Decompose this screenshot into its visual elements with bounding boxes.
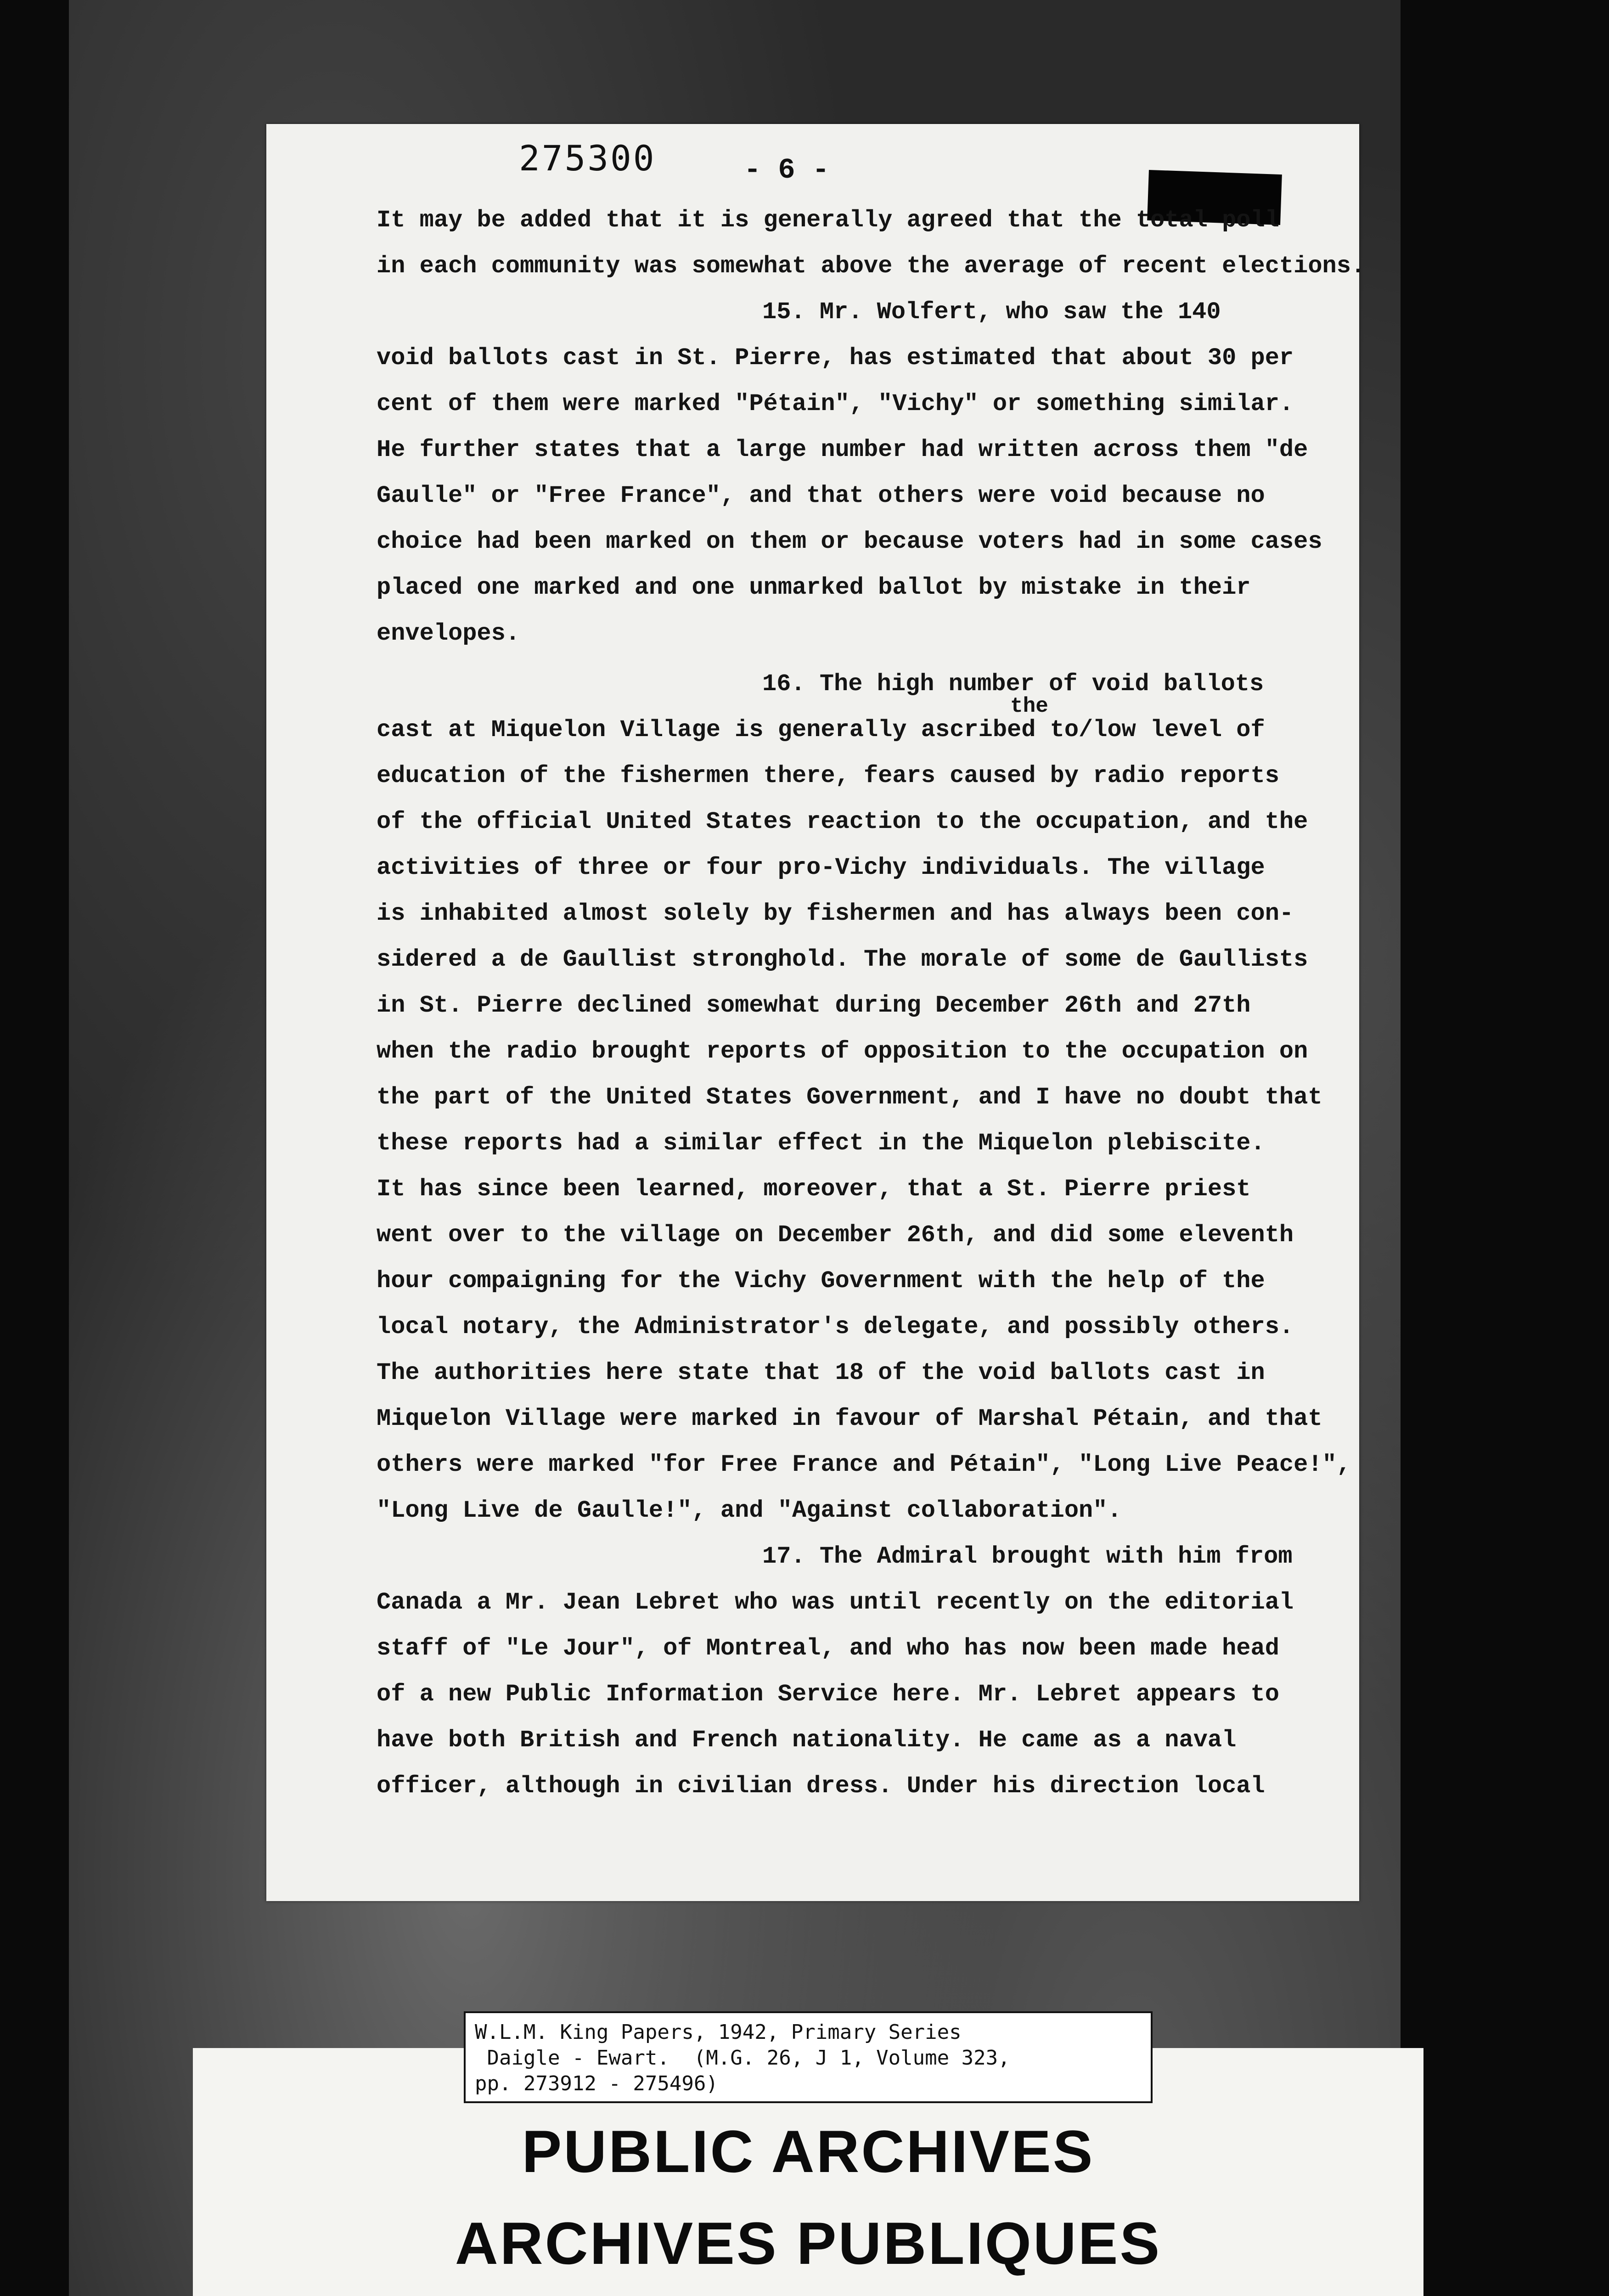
text-line: went over to the village on December 26th, and did some eleventh — [377, 1221, 1294, 1249]
text-line: cast at Miquelon Village is generally ascribed to/low level of — [377, 716, 1265, 743]
text-line: cent of them were marked "Pétain", "Vichy" or something similar. — [377, 390, 1294, 417]
document-body — [377, 197, 1366, 1809]
text-line: in St. Pierre declined somewhat during December 26th and 27th — [377, 992, 1251, 1019]
page-number: - 6 - — [744, 154, 830, 186]
text-line: "Long Live de Gaulle!", and "Against collaboration". — [377, 1497, 1122, 1524]
text-line: The authorities here state that 18 of the void ballots cast in — [377, 1359, 1265, 1386]
reference-line: Daigle - Ewart. (M.G. 26, J 1, Volume 323, — [475, 2046, 1010, 2070]
text-line: Canada a Mr. Jean Lebret who was until recently on the editorial — [377, 1589, 1294, 1616]
text-line: education of the fishermen there, fears caused by radio reports — [377, 762, 1279, 789]
text-line: these reports had a similar effect in the Miquelon plebiscite. — [377, 1130, 1265, 1157]
text-line: envelopes. — [377, 620, 520, 647]
text-line: hour compaigning for the Vichy Government with the help of the — [377, 1267, 1265, 1294]
text-line: It has since been learned, moreover, that a St. Pierre priest — [377, 1176, 1251, 1203]
text-line: void ballots cast in St. Pierre, has estimated that about 30 per — [377, 344, 1294, 371]
paragraph-16-start: 16. The high number of void ballots — [762, 670, 1264, 698]
text-line: sidered a de Gaullist stronghold. The morale of some de Gaullists — [377, 946, 1308, 973]
paragraph-17-start: 17. The Admiral brought with him from — [762, 1543, 1293, 1570]
text-line: activities of three or four pro-Vichy individuals. The village — [377, 854, 1265, 881]
text-line: of the official United States reaction to the occupation, and the — [377, 808, 1308, 835]
archive-reference-label — [464, 2011, 1153, 2103]
text-line: when the radio brought reports of opposition to the occupation on — [377, 1038, 1308, 1065]
text-line: Gaulle" or "Free France", and that others were void because no — [377, 482, 1265, 509]
text-line: He further states that a large number had written across them "de — [377, 436, 1308, 463]
text-line: staff of "Le Jour", of Montreal, and who has now been made head — [377, 1635, 1279, 1662]
text-line: of a new Public Information Service here. Mr. Lebret appears to — [377, 1681, 1279, 1708]
archive-title-french: ARCHIVES PUBLIQUES — [455, 2210, 1162, 2277]
text-line: placed one marked and one unmarked ballot by mistake in their — [377, 574, 1251, 601]
text-line: the part of the United States Government, and I have no doubt that — [377, 1084, 1322, 1111]
text-line: in each community was somewhat above the average of recent elections. — [377, 253, 1366, 280]
text-line: It may be added that it is generally agreed that the total poll — [377, 207, 1279, 234]
text-line: choice had been marked on them or because voters had in some cases — [377, 528, 1322, 555]
text-line: Miquelon Village were marked in favour of Marshal Pétain, and that — [377, 1405, 1322, 1432]
reference-line: W.L.M. King Papers, 1942, Primary Series — [475, 2020, 962, 2044]
page-stamp-number: 275300 — [519, 138, 656, 179]
text-line: others were marked "for Free France and Pétain", "Long Live Peace!", — [377, 1451, 1351, 1478]
handwritten-insertion: the — [1010, 694, 1048, 718]
text-line: have both British and French nationality. He came as a naval — [377, 1727, 1237, 1754]
reference-line: pp. 273912 - 275496) — [475, 2072, 718, 2095]
text-line: local notary, the Administrator's delegate, and possibly others. — [377, 1313, 1294, 1340]
text-line: is inhabited almost solely by fishermen and has always been con- — [377, 900, 1294, 927]
paragraph-15-start: 15. Mr. Wolfert, who saw the 140 — [762, 298, 1221, 326]
archive-title-english: PUBLIC ARCHIVES — [522, 2118, 1095, 2185]
text-line: officer, although in civilian dress. Under his direction local — [377, 1773, 1265, 1800]
